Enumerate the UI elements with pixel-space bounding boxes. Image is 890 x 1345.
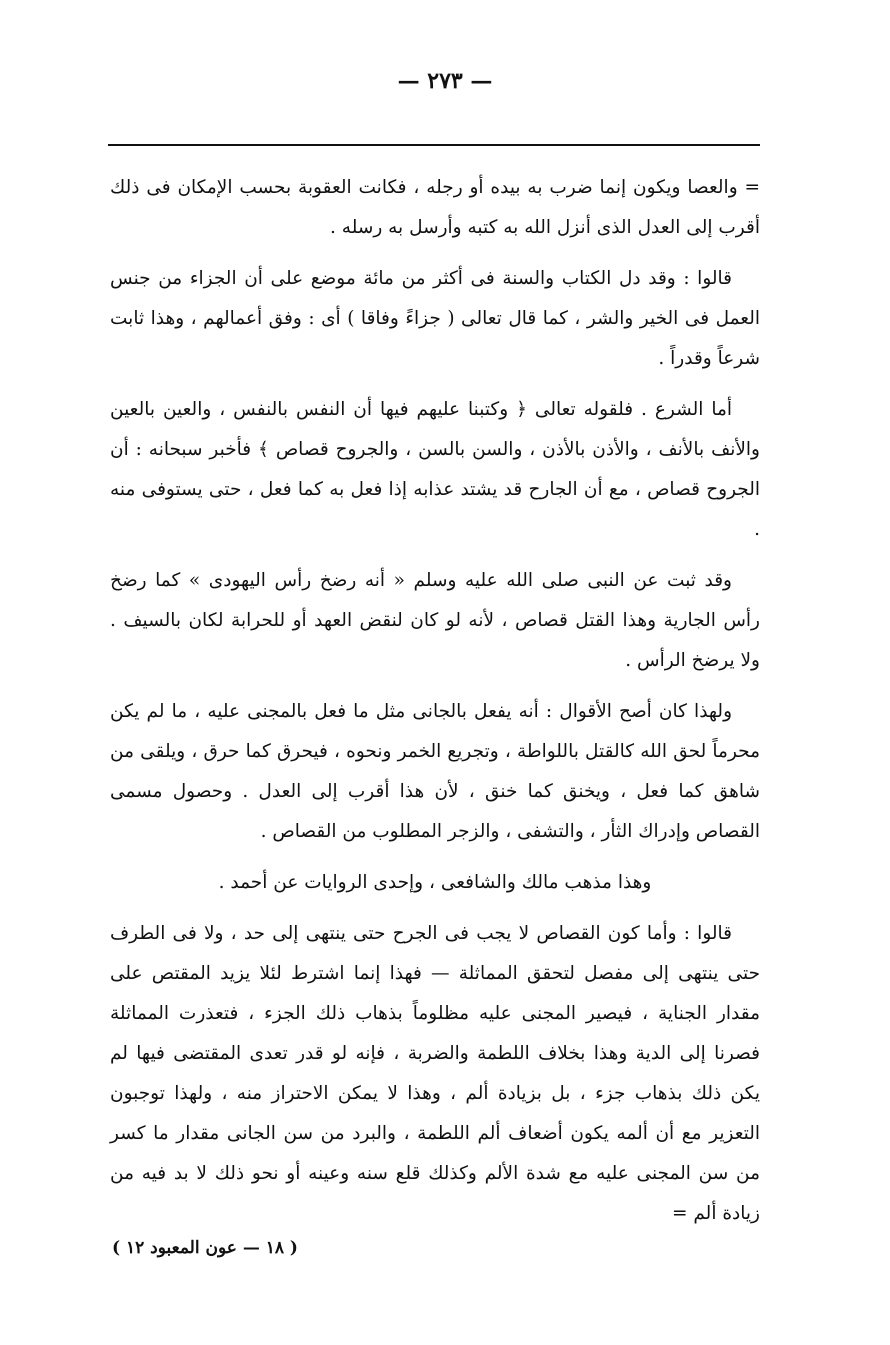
body-text — [110, 168, 760, 1245]
footer-signature: ( ١٨ — عون المعبود ١٢ ) — [112, 1238, 298, 1258]
header-rule — [108, 144, 760, 146]
paragraph-madhhab: وهذا مذهب مالك والشافعى ، وإحدى الروايات عن أحمد . — [218, 872, 652, 893]
paragraph-shar: أما الشرع . فلقوله تعالى ﴿ وكتبنا عليهم فيها أن النفس بالنفس ، والعين بالعين والأنف بالأنف ، والأذن بالأذن ، والسن بالسن ، والجروح قصاص ﴾ فأخبر سبحانه : أن الجروح قصاص ، مع أن الجارح قد يشتد عذابه إذا فعل به كما فعل ، حتى يستوفى منه . — [110, 399, 760, 540]
paragraph-radakh-ras-al-yahudi: وقد ثبت عن النبى صلى الله عليه وسلم « أنه رضخ رأس اليهودى » كما رضخ رأس الجارية وهذا القتل قصاص ، لأنه لو كان لنقض العهد أو للحرابة لكان بالسيف . ولا يرضخ الرأس . — [110, 570, 760, 671]
page-number: — ٢٧٣ — — [397, 68, 493, 94]
paragraph-jaza-min-jins-al-amal: قالوا : وقد دل الكتاب والسنة فى أكثر من مائة موضع على أن الجزاء من جنس العمل فى الخير والشر ، كما قال تعالى ( جزاءً وفاقا ) أى : وفق أعمالهم ، وهذا ثابت شرعاً وقدراً . — [110, 268, 760, 369]
paragraph-qisas-fi-al-jurh: قالوا : وأما كون القصاص لا يجب فى الجرح حتى ينتهى إلى حد ، ولا فى الطرف حتى ينتهى إلى مفصل لتحقق المماثلة — فهذا إنما اشترط لئلا يزيد المقتص على مقدار الجناية ، فيصير المجنى عليه مظلوماً بذهاب ذلك الجزء ، فتعذرت المماثلة فصرنا إلى الدية وهذا بخلاف اللطمة والضربة ، فإنه لو قدر تعدى المقتضى فيها لم يكن ذلك بذهاب جزء ، بل بزيادة ألم ، وهذا لا يمكن الاحتراز منه ، ولهذا توجبون التعزير مع أن ألمه يكون أضعاف ألم اللطمة ، والبرد من سن الجانى مقدار ما كسر من سن المجنى عليه مع شدة الألم وكذلك قلع سنه وعينه أو نحو ذلك لا بد فيه من زيادة ألم = — [110, 923, 760, 1224]
paragraph-continuation: = والعصا ويكون إنما ضرب به بيده أو رجله ، فكانت العقوبة بحسب الإمكان فى ذلك أقرب إلى العدل الذى أنزل الله به كتبه وأرسل به رسله . — [110, 177, 760, 238]
paragraph-asahh-al-aqwal: ولهذا كان أصح الأقوال : أنه يفعل بالجانى مثل ما فعل بالمجنى عليه ، ما لم يكن محرماً لحق الله كالقتل باللواطة ، وتجريع الخمر ونحوه ، فيحرق كما حرق ، ويلقى من شاهق كما فعل ، ويخنق كما خنق ، لأن هذا أقرب إلى العدل . وحصول مسمى القصاص وإدراك الثأر ، والتشفى ، والزجر المطلوب من القصاص . — [110, 701, 760, 842]
